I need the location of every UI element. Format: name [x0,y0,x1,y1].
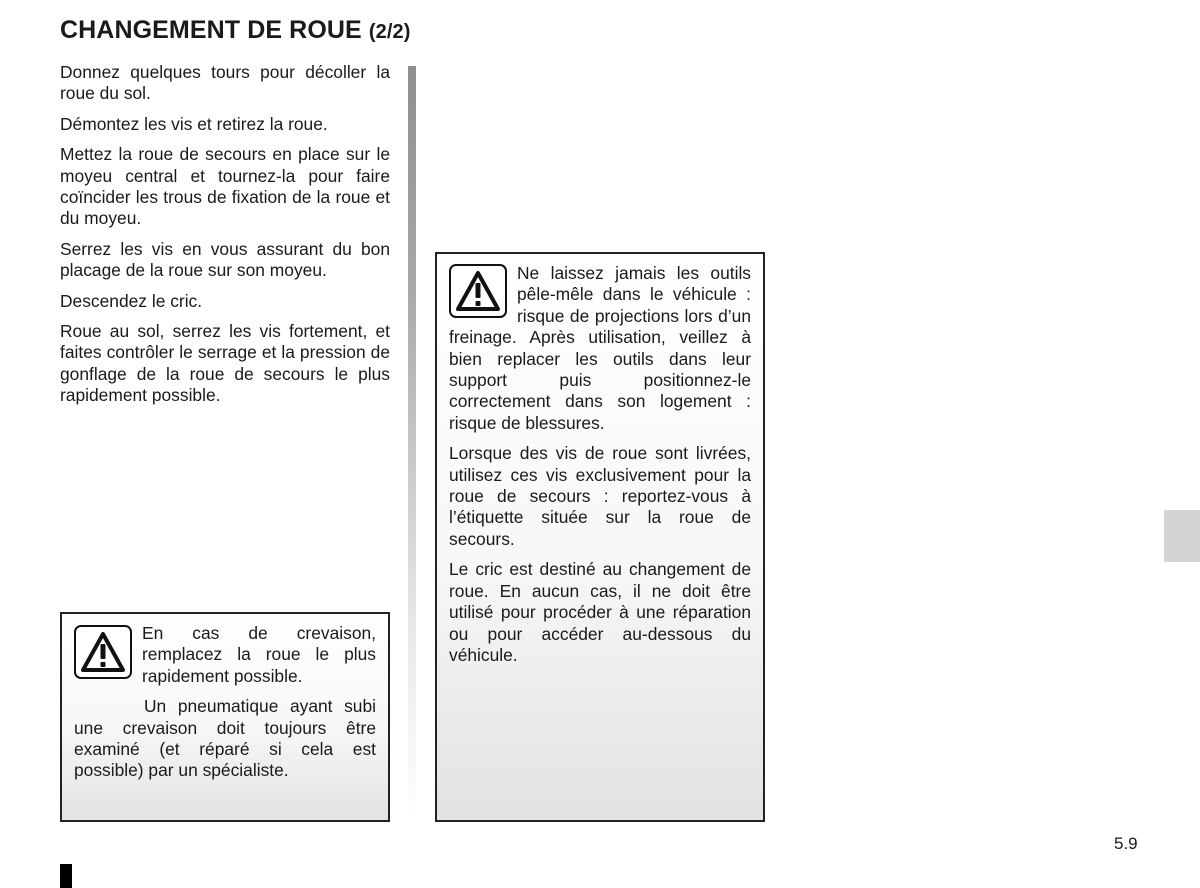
column-divider [408,66,416,821]
instruction-column [60,62,390,416]
instruction-paragraph: Roue au sol, serrez les vis fortement, et faites contrôler le serrage et la pression de gonflage de la roue de secours le plus rapidement possible. [60,321,390,406]
instruction-paragraph: Démontez les vis et retirez la roue. [60,113,328,134]
warning-triangle-icon [449,264,507,318]
warning-paragraph: Lorsque des vis de roue sont livrées, utilisez ces vis exclusivement pour la roue de secours : reportez-vous à l’étiquette située sur la roue de secours. [449,443,751,549]
instruction-paragraph: Descendez le cric. [60,290,203,311]
warning-box-puncture [60,612,390,822]
warning-triangle-icon [74,625,132,679]
page-part-indicator: (2/2) [368,21,411,43]
page-title-text: CHANGEMENT DE ROUE [60,16,362,44]
instruction-paragraph: Mettez la roue de secours en place sur le moyeu central et tournez-la pour faire coïncider les trous de fixation de la roue et du moyeu. [60,144,390,229]
instruction-paragraph: Serrez les vis en vous assurant du bon placage de la roue sur son moyeu. [60,238,390,281]
print-corner-mark [60,864,72,888]
warning-paragraph: Un pneumatique ayant subi une crevaison doit toujours être examiné (et réparé si cela est possible) par un spécialiste. [74,696,376,781]
warning-box-tools [435,252,765,822]
warning-paragraph: Ne laissez jamais les outils pêle-mêle dans le véhicule : risque de projections lors d’un freinage. Après utilisation, veillez à bien replacer les outils dans leur support puis positionnez-le correctement dans son logement : risque de blessures. [449,263,751,433]
page-number: 5.9 [1114,834,1138,853]
warning-paragraph: Le cric est destiné au changement de roue. En aucun cas, il ne doit être utilisé pour procéder à une réparation ou pour accéder au-dessous du véhicule. [449,559,751,665]
instruction-paragraph: Donnez quelques tours pour décoller la roue du sol. [60,62,390,104]
warning-paragraph: En cas de crevaison, remplacez la roue le plus rapidement possible. [142,623,376,686]
chapter-tab [1164,510,1200,562]
page-title [60,16,410,45]
